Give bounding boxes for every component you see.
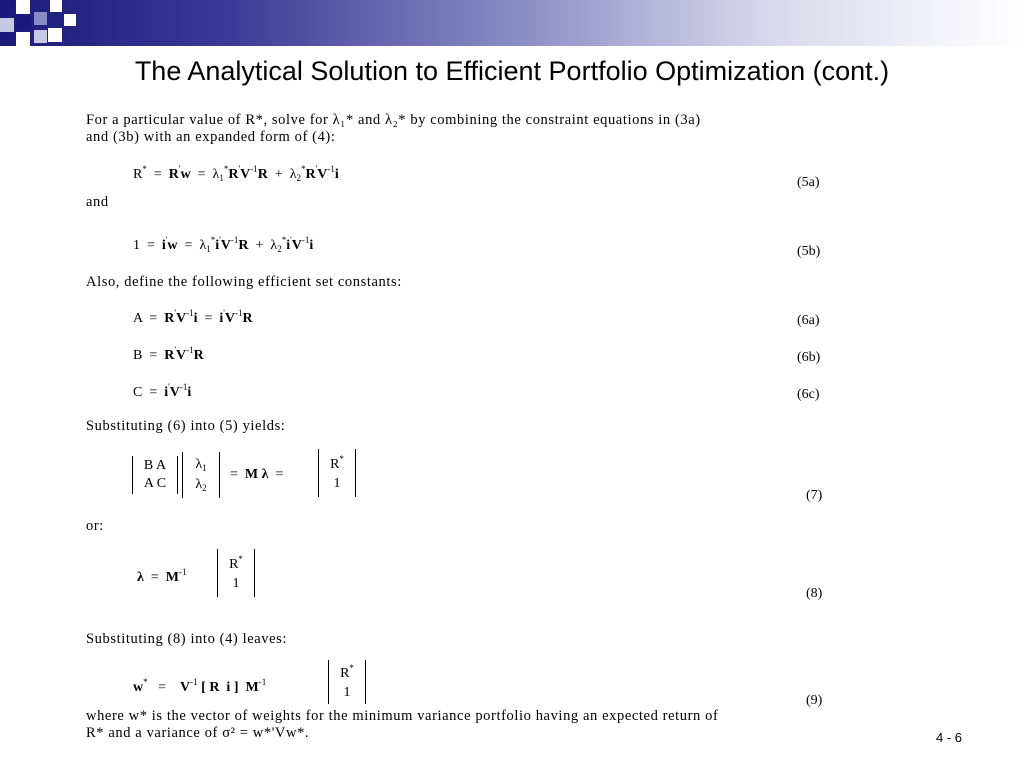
decor-square [48,28,62,42]
matrix-lambda: $\lambda_1$ $\lambda_2$ [182,452,220,498]
page-number: 4 - 6 [935,730,962,745]
substituting-6-text: Substituting (6) into (5) yields: [86,418,286,434]
decor-square [34,30,47,43]
decor-square [16,0,30,14]
equation-6a-label: (6a) [797,313,820,328]
equation-7-label: (7) [806,488,823,503]
equation-6b-label: (6b) [797,350,821,365]
also-text: Also, define the following efficient set constants: [86,274,402,290]
intro-line-1: For a particular value of R*, solve for λ₁* and λ₂* by combining the constraint equations in (3a) [86,112,701,128]
equation-9-label: (9) [806,693,823,708]
decor-square [0,18,14,32]
equation-6a: $A = R'V^{-1}i = i'V^{-1}R$ [133,308,253,326]
equation-5b: $1 = i'w = \lambda_1^*i'V^{-1}R + \lambda_2^*i'V^{-1}i$ [133,235,314,254]
matrix-rstar-1: R* 1 [328,660,366,704]
intro-line-2: and (3b) with an expanded form of (4): [86,129,336,145]
matrix-BA-AC: B A A C [132,456,178,494]
header-banner [0,0,1024,46]
decor-square [16,14,30,28]
equation-8-label: (8) [806,586,823,601]
decor-square [50,0,62,12]
matrix-rstar-1: R* 1 [217,549,255,597]
or-text: or: [86,518,104,534]
slide-title: The Analytical Solution to Efficient Portfolio Optimization (cont.) [134,56,890,86]
equation-6b: $B = R'V^{-1}R$ [133,345,204,363]
substituting-8-text: Substituting (8) into (4) leaves: [86,631,288,647]
equation-5a: $R^* = R'w = \lambda_1^*R'V^{-1}R + \lambda_2^*R'V^{-1}i$ [133,164,339,183]
equation-6c-label: (6c) [797,387,820,402]
equation-5b-label: (5b) [797,244,821,259]
decor-square [0,0,14,14]
decor-square [16,32,30,46]
where-line-2: R* and a variance of σ² = w*'Vw*. [86,725,310,741]
matrix-rstar-1: R* 1 [318,449,356,497]
decor-square [64,14,76,26]
decor-square [34,12,47,25]
and-text: and [86,194,109,210]
where-line-1: where w* is the vector of weights for the minimum variance portfolio having an expected return of [86,708,719,724]
equation-6c: $C = i'V^{-1}i$ [133,382,192,400]
equation-5a-label: (5a) [797,175,820,190]
